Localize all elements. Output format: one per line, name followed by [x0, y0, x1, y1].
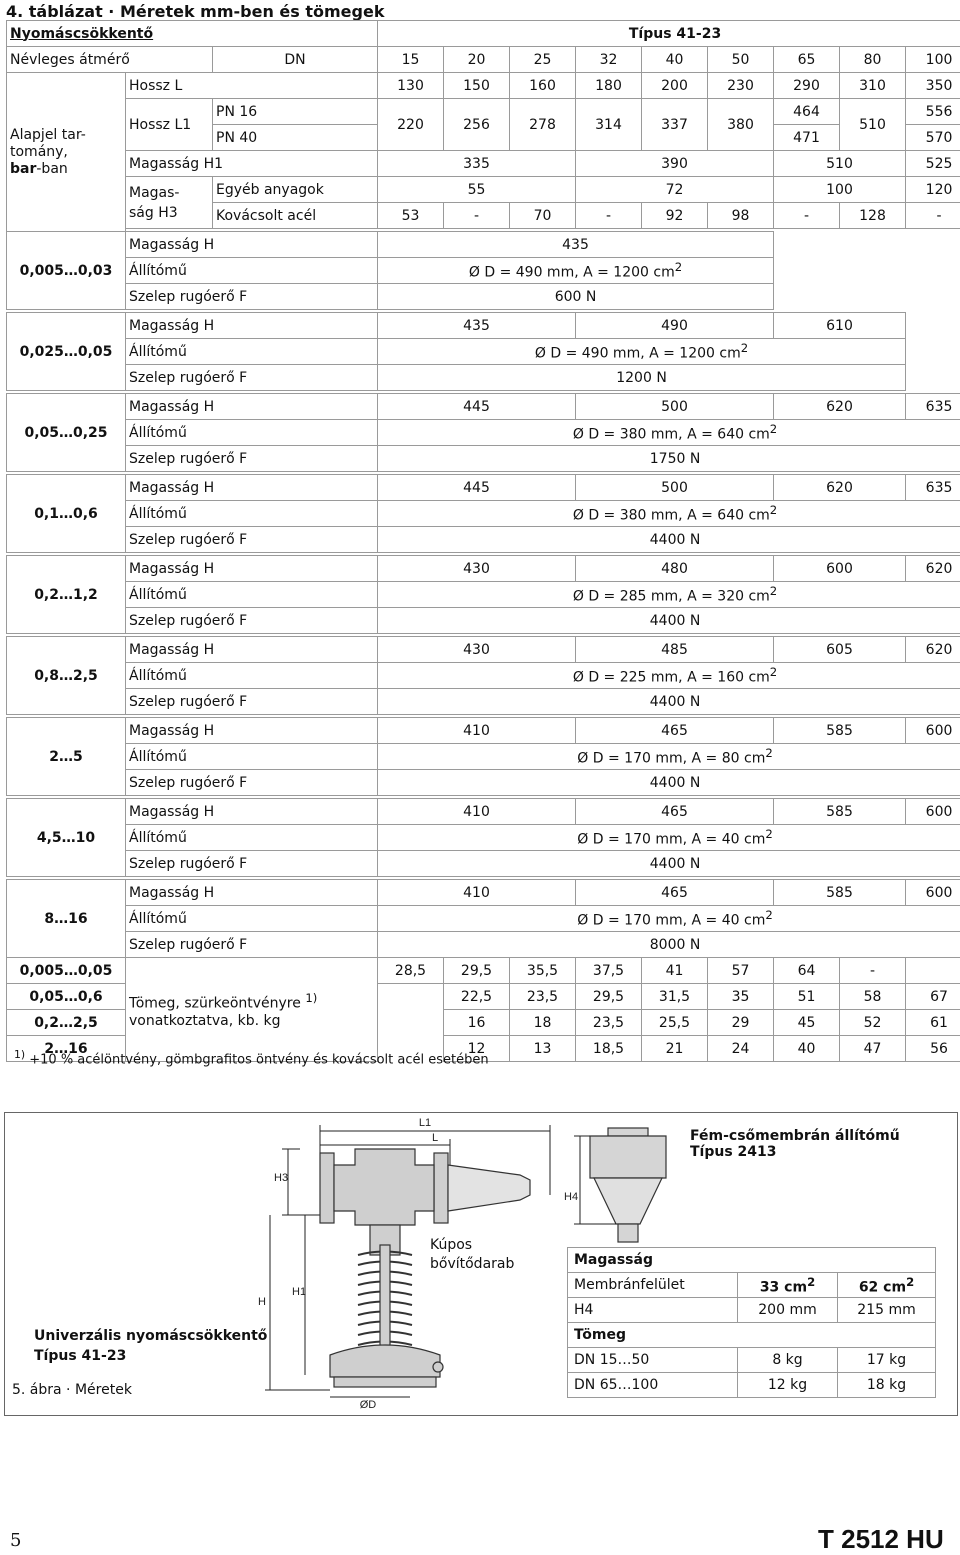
height-cell: 500 — [576, 475, 774, 501]
h3-cell: 120 — [906, 177, 960, 203]
weight-cell: 23,5 — [576, 1010, 642, 1036]
length-l1-cell: 570 — [906, 125, 960, 151]
weight-cell: 61 — [906, 1010, 960, 1036]
height-cell: 445 — [378, 394, 576, 420]
height-cell: 430 — [378, 637, 576, 663]
height-cell: 600 — [906, 880, 960, 906]
length-l-cell: 290 — [774, 73, 840, 99]
length-l-cell: 310 — [840, 73, 906, 99]
weight-cell: 16 — [444, 1010, 510, 1036]
height-h1-cell: 335 — [378, 151, 576, 177]
setpoint-line2: tomány, — [10, 143, 68, 160]
actuator-value: Ø D = 490 mm, A = 1200 cm — [468, 264, 675, 281]
sub-h4-label: H4 — [568, 1298, 738, 1323]
nominal-diameter-label: Névleges átmérő — [7, 47, 213, 73]
height-h1-label: Magasság H1 — [126, 151, 378, 177]
height-cell: 635 — [906, 394, 960, 420]
setpoint-suffix: -ban — [36, 160, 68, 177]
height-label: Magasság H — [126, 799, 378, 825]
actuator-cell — [378, 906, 960, 932]
dim-h1: H1 — [292, 1286, 307, 1298]
actuator-label: Állítómű — [126, 420, 378, 446]
weight-cell: 18 — [510, 1010, 576, 1036]
range-label: 2…5 — [7, 718, 126, 796]
height-label: Magasság H — [126, 556, 378, 582]
dim-h: H — [258, 1296, 266, 1308]
sup-2: 2 — [906, 1274, 915, 1289]
type-label: Típus 41-23 — [378, 21, 960, 47]
weight-cell: 29 — [708, 1010, 774, 1036]
weight-label — [126, 958, 378, 1062]
sub-dn15-b: 17 kg — [838, 1348, 936, 1373]
h3-line1: Magas- — [129, 184, 180, 201]
sub-dn15-a: 8 kg — [738, 1348, 838, 1373]
actuator-label: Állítómű — [126, 744, 378, 770]
actuator-type-line2: Típus 2413 — [690, 1144, 777, 1160]
spring-label: Szelep rugóerő F — [126, 770, 378, 796]
setpoint-range-label — [7, 73, 126, 232]
range-label: 4,5…10 — [7, 799, 126, 877]
height-label: Magasság H — [126, 880, 378, 906]
spring-cell: 1200 N — [378, 365, 906, 391]
weight-cell: 45 — [774, 1010, 840, 1036]
height-cell: 490 — [576, 313, 774, 339]
length-l-cell: 160 — [510, 73, 576, 99]
sub-dn15-label: DN 15…50 — [568, 1348, 738, 1373]
actuator-label: Állítómű — [126, 258, 378, 284]
height-cell: 605 — [774, 637, 906, 663]
length-l1-label: Hossz L1 — [126, 99, 213, 151]
setpoint-unit: bar — [10, 160, 37, 177]
weight-cell: 35 — [708, 984, 774, 1010]
spring-cell: 4400 N — [378, 689, 960, 715]
dn-cell: 80 — [840, 47, 906, 73]
weight-cell: 52 — [840, 1010, 906, 1036]
footnote-text: +10 % acélöntvény, gömbgrafitos öntvény és kovácsolt acél esetében — [25, 1052, 489, 1068]
spring-cell: 4400 N — [378, 608, 960, 634]
actuator-label: Állítómű — [126, 582, 378, 608]
actuator-cell — [378, 744, 960, 770]
length-l1-cell: 380 — [708, 99, 774, 151]
forged-cell: - — [906, 203, 960, 229]
actuator-cell — [378, 339, 906, 365]
spring-label: Szelep rugóerő F — [126, 446, 378, 472]
weight-cell: 47 — [840, 1036, 906, 1062]
height-cell: 465 — [576, 718, 774, 744]
actuator-value: Ø D = 170 mm, A = 80 cm — [577, 750, 766, 767]
actuator-value: Ø D = 285 mm, A = 320 cm — [572, 588, 770, 605]
actuator-value: Ø D = 490 mm, A = 1200 cm — [534, 345, 741, 362]
sub-h4-a: 200 mm — [738, 1298, 838, 1323]
height-cell: 620 — [906, 556, 960, 582]
sub-mass-header: Tömeg — [568, 1323, 936, 1348]
forged-cell: - — [444, 203, 510, 229]
weight-cell: 24 — [708, 1036, 774, 1062]
sup-2: 2 — [765, 908, 773, 923]
pn16-label: PN 16 — [213, 99, 378, 125]
sup-2: 2 — [740, 341, 749, 356]
spring-label: Szelep rugóerő F — [126, 527, 378, 553]
actuator-cell — [378, 501, 960, 527]
actuator-value: Ø D = 170 mm, A = 40 cm — [577, 831, 766, 848]
sub-h4-b: 215 mm — [838, 1298, 936, 1323]
dim-l1: L1 — [418, 1117, 432, 1129]
spring-cell: 600 N — [378, 284, 774, 310]
spring-label: Szelep rugóerő F — [126, 851, 378, 877]
weight-cell: 12 — [444, 1036, 510, 1062]
dn-cell: 25 — [510, 47, 576, 73]
height-cell: 585 — [774, 880, 906, 906]
height-label: Magasság H — [126, 394, 378, 420]
actuator-value: Ø D = 225 mm, A = 160 cm — [572, 669, 770, 686]
spring-cell: 8000 N — [378, 932, 960, 958]
forged-steel-label: Kovácsolt acél — [213, 203, 378, 229]
height-h1-cell: 510 — [774, 151, 906, 177]
pn40-label: PN 40 — [213, 125, 378, 151]
weight-range-label: 0,2…2,5 — [7, 1010, 126, 1036]
dn-cell: 100 — [906, 47, 960, 73]
setpoint-line1: Alapjel tar- — [10, 126, 86, 143]
sup-2: 2 — [769, 503, 778, 518]
height-cell: 600 — [774, 556, 906, 582]
weight-range-label: 2…16 — [7, 1036, 126, 1062]
h3-cell: 55 — [378, 177, 576, 203]
dn-cell: 65 — [774, 47, 840, 73]
h3-cell: 100 — [774, 177, 906, 203]
h3-line2: ság H3 — [129, 204, 178, 221]
weight-cell: 29,5 — [576, 984, 642, 1010]
sub-height-header: Magasság — [568, 1248, 936, 1273]
weight-cell: 51 — [774, 984, 840, 1010]
length-l1-cell: 337 — [642, 99, 708, 151]
weight-cell: 41 — [642, 958, 708, 984]
range-label: 0,025…0,05 — [7, 313, 126, 391]
height-cell: 465 — [576, 799, 774, 825]
dim-h3: H3 — [274, 1172, 289, 1184]
universal-line2: Típus 41-23 — [34, 1348, 127, 1364]
weight-cell: 22,5 — [444, 984, 510, 1010]
weight-cell: 57 — [708, 958, 774, 984]
height-cell: 435 — [378, 232, 774, 258]
spring-label: Szelep rugóerő F — [126, 932, 378, 958]
length-l1-cell: 314 — [576, 99, 642, 151]
height-cell: 410 — [378, 799, 576, 825]
spring-label: Szelep rugóerő F — [126, 608, 378, 634]
range-label: 8…16 — [7, 880, 126, 958]
membrane-33-value: 33 cm — [759, 1279, 808, 1296]
forged-cell: 128 — [840, 203, 906, 229]
weight-cell: 67 — [906, 984, 960, 1010]
forged-cell: 98 — [708, 203, 774, 229]
weight-cell: 13 — [510, 1036, 576, 1062]
range-label: 0,05…0,25 — [7, 394, 126, 472]
spring-label: Szelep rugóerő F — [126, 689, 378, 715]
footnote — [14, 1048, 489, 1067]
length-l-cell: 150 — [444, 73, 510, 99]
length-l1-cell: 278 — [510, 99, 576, 151]
height-cell: 620 — [774, 475, 906, 501]
actuator-label: Állítómű — [126, 906, 378, 932]
dimensions-table — [6, 20, 960, 1062]
weight-cell: 23,5 — [510, 984, 576, 1010]
actuator-type-line1: Fém-csőmembrán állítómű — [690, 1128, 900, 1144]
sub-dn65-b: 18 kg — [838, 1373, 936, 1398]
height-h1-cell: 525 — [906, 151, 960, 177]
dn-cell: 50 — [708, 47, 774, 73]
height-h1-cell: 390 — [576, 151, 774, 177]
length-l1-cell: 464 — [774, 99, 840, 125]
page-number: 5 — [10, 1530, 22, 1551]
weight-cell: 35,5 — [510, 958, 576, 984]
height-label: Magasság H — [126, 475, 378, 501]
sup-2: 2 — [769, 665, 778, 680]
universal-reducer-label — [34, 1326, 267, 1366]
actuator-cell — [378, 663, 960, 689]
forged-cell: - — [576, 203, 642, 229]
height-cell: 435 — [378, 313, 576, 339]
dim-od: ØD — [359, 1399, 377, 1411]
length-l-cell: 130 — [378, 73, 444, 99]
weight-cell: 56 — [906, 1036, 960, 1062]
actuator-label: Állítómű — [126, 339, 378, 365]
sup-2: 2 — [765, 746, 773, 761]
weight-cell: 58 — [840, 984, 906, 1010]
length-l-cell: 200 — [642, 73, 708, 99]
sub-membrane-label: Membránfelület — [568, 1273, 738, 1298]
cone-label — [430, 1236, 514, 1274]
height-label: Magasság H — [126, 313, 378, 339]
forged-cell: 53 — [378, 203, 444, 229]
cone-line1: Kúpos — [430, 1237, 473, 1253]
actuator-label: Állítómű — [126, 663, 378, 689]
weight-range-label: 0,05…0,6 — [7, 984, 126, 1010]
height-label: Magasság H — [126, 637, 378, 663]
height-label: Magasság H — [126, 718, 378, 744]
dn-cell: 20 — [444, 47, 510, 73]
universal-line1: Univerzális nyomáscsökkentő — [34, 1328, 268, 1344]
actuator-cell — [378, 258, 774, 284]
actuator-value: Ø D = 170 mm, A = 40 cm — [577, 912, 766, 929]
dim-h4: H4 — [564, 1191, 579, 1203]
height-cell: 445 — [378, 475, 576, 501]
spring-cell: 4400 N — [378, 527, 960, 553]
figure-caption: 5. ábra · Méretek — [12, 1382, 132, 1398]
spring-label: Szelep rugóerő F — [126, 284, 378, 310]
height-cell: 635 — [906, 475, 960, 501]
weight-cell: 18,5 — [576, 1036, 642, 1062]
height-h3-label — [126, 177, 213, 229]
cone-line2: bővítődarab — [430, 1256, 515, 1272]
height-cell: 485 — [576, 637, 774, 663]
dn-label: DN — [213, 47, 378, 73]
length-l-cell: 230 — [708, 73, 774, 99]
forged-cell: 92 — [642, 203, 708, 229]
sup-2: 2 — [769, 584, 778, 599]
sup-2: 2 — [807, 1274, 816, 1289]
forged-cell: 70 — [510, 203, 576, 229]
actuator-label: Állítómű — [126, 501, 378, 527]
height-cell: 585 — [774, 718, 906, 744]
height-cell: 410 — [378, 718, 576, 744]
forged-cell: - — [774, 203, 840, 229]
actuator-cell — [378, 825, 960, 851]
other-materials-label: Egyéb anyagok — [213, 177, 378, 203]
height-cell: 600 — [906, 718, 960, 744]
length-l1-cell: 510 — [840, 99, 906, 151]
height-cell: 620 — [906, 637, 960, 663]
weight-cell: 31,5 — [642, 984, 708, 1010]
actuator-cell — [378, 420, 960, 446]
actuator-label: Állítómű — [126, 825, 378, 851]
weight-line2: vonatkoztatva, kb. kg — [129, 1013, 281, 1030]
actuator-table — [567, 1247, 936, 1398]
sub-membrane-62 — [838, 1273, 936, 1298]
weight-cell: 37,5 — [576, 958, 642, 984]
length-l1-cell: 256 — [444, 99, 510, 151]
weight-cell: 40 — [774, 1036, 840, 1062]
actuator-cell — [378, 582, 960, 608]
weight-line1: Tömeg, szürkeöntvényre — [129, 995, 301, 1012]
actuator-value: Ø D = 380 mm, A = 640 cm — [572, 426, 770, 443]
height-cell: 480 — [576, 556, 774, 582]
weight-cell: 64 — [774, 958, 840, 984]
range-label: 0,005…0,03 — [7, 232, 126, 310]
footnote-ref: 1) — [305, 990, 318, 1005]
height-label: Magasság H — [126, 232, 378, 258]
membrane-62-value: 62 cm — [858, 1279, 907, 1296]
length-l-label: Hossz L — [126, 73, 378, 99]
range-label: 0,8…2,5 — [7, 637, 126, 715]
dim-l: L — [431, 1132, 439, 1144]
sup-2: 2 — [765, 827, 773, 842]
weight-cell: 25,5 — [642, 1010, 708, 1036]
length-l1-cell: 471 — [774, 125, 840, 151]
h3-cell: 72 — [576, 177, 774, 203]
range-label: 0,2…1,2 — [7, 556, 126, 634]
length-l1-cell: 556 — [906, 99, 960, 125]
sup-2: 2 — [674, 260, 683, 275]
height-cell: 585 — [774, 799, 906, 825]
height-cell: 465 — [576, 880, 774, 906]
actuator-type-label — [690, 1128, 900, 1160]
weight-cell: 21 — [642, 1036, 708, 1062]
height-cell: 610 — [774, 313, 906, 339]
height-cell: 500 — [576, 394, 774, 420]
table-title: 4. táblázat · Méretek mm-ben és tömegek — [6, 2, 385, 21]
height-cell: 600 — [906, 799, 960, 825]
length-l-cell: 350 — [906, 73, 960, 99]
range-label: 0,1…0,6 — [7, 475, 126, 553]
spring-cell: 4400 N — [378, 851, 960, 877]
spring-cell: 4400 N — [378, 770, 960, 796]
weight-cell: 29,5 — [444, 958, 510, 984]
sub-membrane-33 — [738, 1273, 838, 1298]
document-code: T 2512 HU — [818, 1524, 944, 1554]
dn-cell: 15 — [378, 47, 444, 73]
weight-range-label: 0,005…0,05 — [7, 958, 126, 984]
weight-cell: 28,5 — [378, 958, 444, 984]
weight-cell: - — [840, 958, 906, 984]
sub-dn65-a: 12 kg — [738, 1373, 838, 1398]
height-cell: 620 — [774, 394, 906, 420]
actuator-value: Ø D = 380 mm, A = 640 cm — [572, 507, 770, 524]
dn-cell: 32 — [576, 47, 642, 73]
pressure-reducer-label: Nyomáscsökkentő — [7, 21, 378, 47]
dn-cell: 40 — [642, 47, 708, 73]
footnote-mark: 1) — [14, 1048, 26, 1061]
spring-cell: 1750 N — [378, 446, 960, 472]
sub-dn65-label: DN 65…100 — [568, 1373, 738, 1398]
height-cell: 410 — [378, 880, 576, 906]
sup-2: 2 — [769, 422, 778, 437]
length-l-cell: 180 — [576, 73, 642, 99]
length-l1-cell: 220 — [378, 99, 444, 151]
height-cell: 430 — [378, 556, 576, 582]
spring-label: Szelep rugóerő F — [126, 365, 378, 391]
